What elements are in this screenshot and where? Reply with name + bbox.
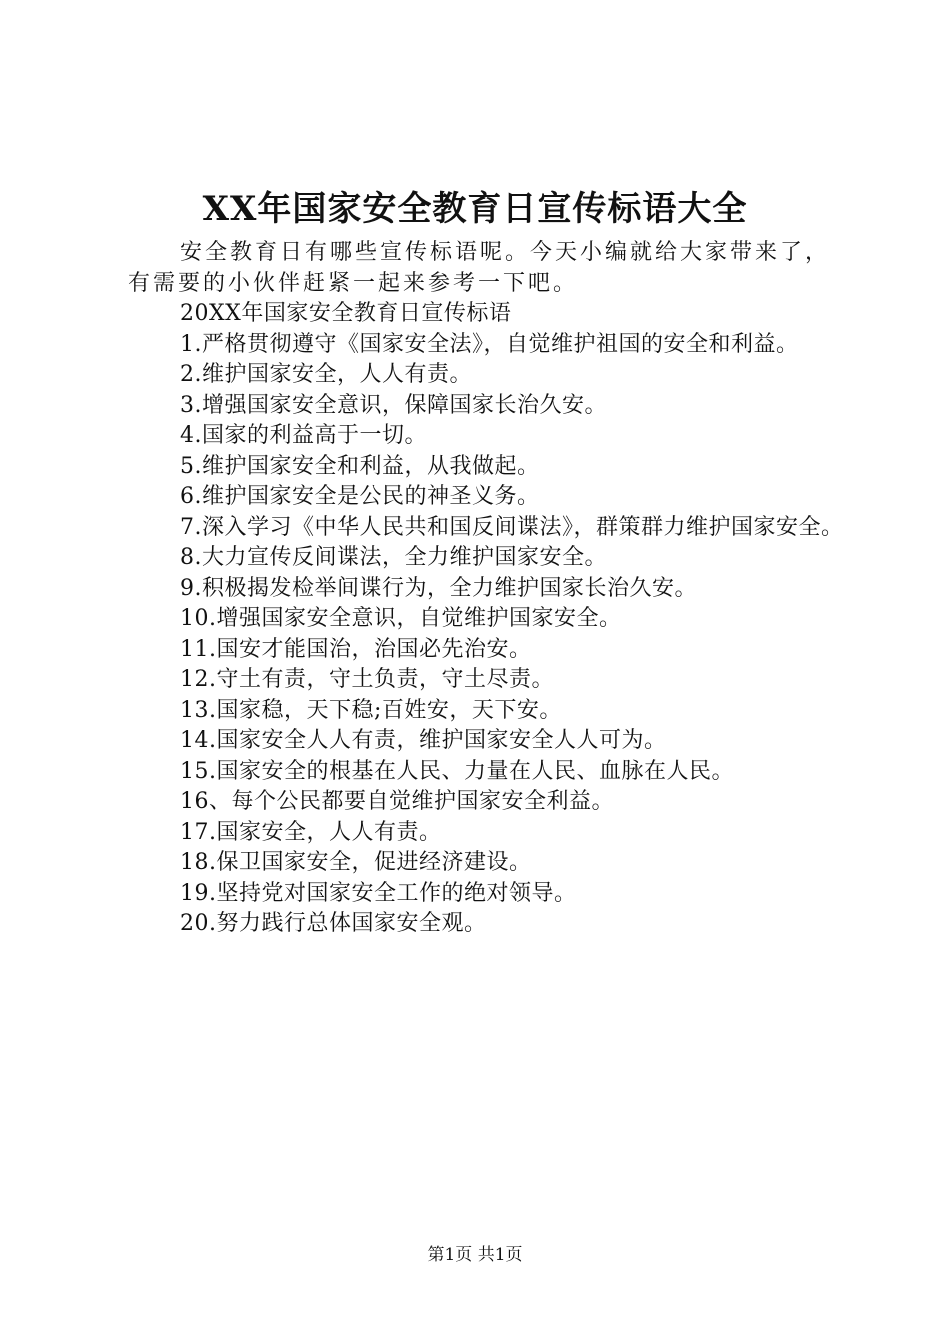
- slogan-item: 7.深入学习《中华人民共和国反间谍法》，群策群力维护国家安全。: [180, 514, 844, 540]
- slogan-item: 2.维护国家安全，人人有责。: [180, 362, 472, 387]
- intro-paragraph: 安全教育日有哪些宣传标语呢。今天小编就给大家带来了，有需要的小伙伴赶紧一起来参考一下吧。: [128, 240, 831, 296]
- slogan-item: 3.增强国家安全意识，保障国家长治久安。: [180, 392, 607, 418]
- slogan-item: 9.积极揭发检举间谍行为，全力维护国家长治久安。: [180, 575, 697, 601]
- slogan-item: 10.增强国家安全意识，自觉维护国家安全。: [180, 606, 622, 631]
- slogan-item: 12.守土有责，守土负责，守土尽责。: [180, 667, 554, 692]
- slogan-item: 20.努力践行总体国家安全观。: [180, 911, 487, 936]
- slogan-item: 6.维护国家安全是公民的神圣义务。: [180, 484, 540, 509]
- slogan-item: 4.国家的利益高于一切。: [180, 423, 427, 448]
- slogan-item: 14.国家安全人人有责，维护国家安全人人可为。: [180, 728, 667, 753]
- slogan-subheading: 20XX年国家安全教育日宣传标语: [180, 301, 512, 326]
- slogan-list: [128, 330, 846, 940]
- document-title: XX年国家安全教育日宣传标语大全: [202, 189, 748, 229]
- slogan-item: 17.国家安全，人人有责。: [180, 819, 442, 845]
- slogan-item: 16、每个公民都要自觉维护国家安全利益。: [180, 789, 614, 814]
- page-footer: 第1页 共1页: [427, 1245, 523, 1265]
- slogan-item: 18.保卫国家安全，促进经济建设。: [180, 850, 532, 875]
- slogan-item: 13.国家稳，天下稳;百姓安，天下安。: [180, 697, 562, 723]
- slogan-item: 11.国安才能国治，治国必先治安。: [180, 636, 532, 662]
- document-body: [128, 238, 846, 940]
- slogan-item: 19.坚持党对国家安全工作的绝对领导。: [180, 880, 577, 906]
- slogan-item: 1.严格贯彻遵守《国家安全法》，自觉维护祖国的安全和利益。: [180, 331, 799, 357]
- slogan-item: 5.维护国家安全和利益，从我做起。: [180, 453, 540, 479]
- slogan-item: 8.大力宣传反间谍法，全力维护国家安全。: [180, 545, 607, 570]
- slogan-item: 15.国家安全的根基在人民、力量在人民、血脉在人民。: [180, 758, 734, 784]
